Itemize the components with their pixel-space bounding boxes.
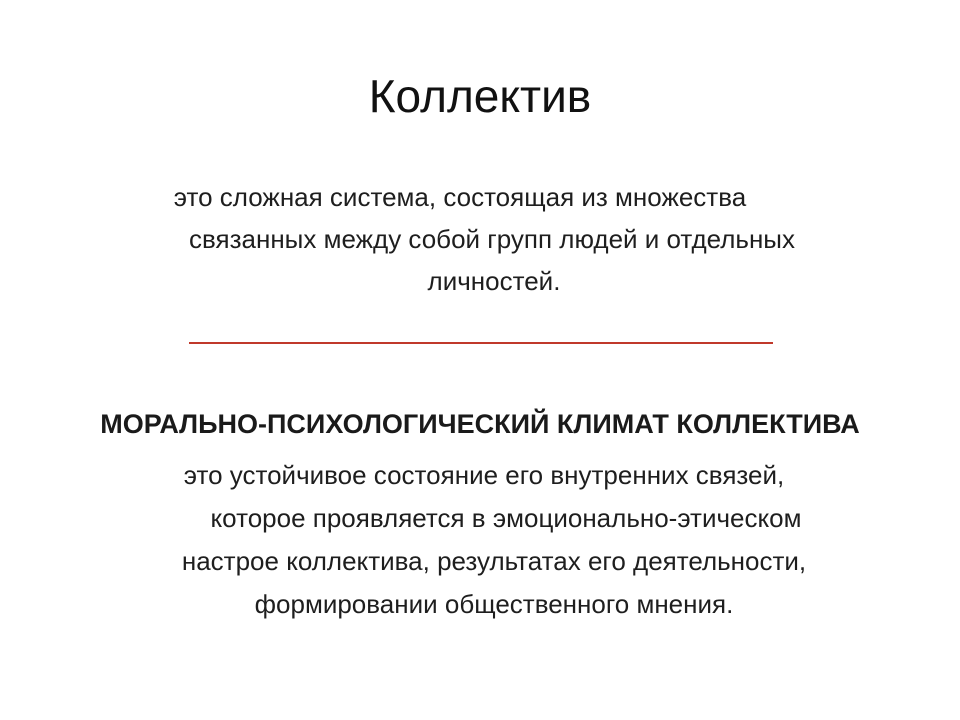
- collective-definition: [100, 176, 860, 302]
- climate-line: которое проявляется в эмоционально-этическом: [210, 503, 802, 533]
- climate-line: настрое коллектива, результатах его деятельности,: [181, 546, 807, 576]
- slide-title: Коллектив: [368, 70, 592, 122]
- red-divider-line: [189, 342, 773, 344]
- climate-heading: МОРАЛЬНО-ПСИХОЛОГИЧЕСКИЙ КЛИМАТ КОЛЛЕКТИВА: [100, 409, 860, 439]
- definition-line: личностей.: [427, 266, 561, 296]
- definition-line: это сложная система, состоящая из множества: [173, 182, 747, 212]
- climate-line: это устойчивое состояние его внутренних связей,: [183, 460, 785, 490]
- climate-line: формировании общественного мнения.: [254, 589, 734, 619]
- climate-definition: [80, 454, 880, 626]
- definition-line: связанных между собой групп людей и отдельных: [188, 224, 795, 254]
